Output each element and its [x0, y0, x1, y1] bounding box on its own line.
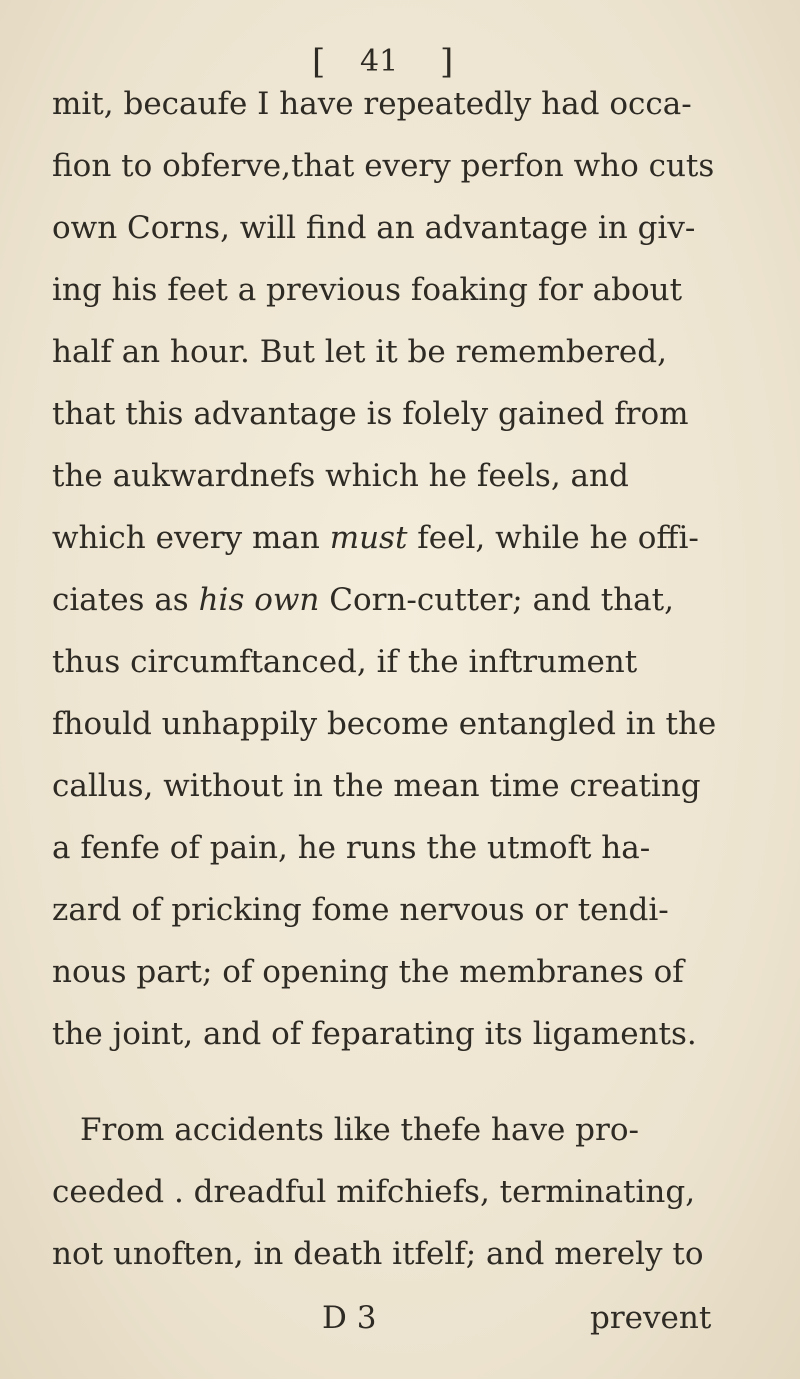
italic-must: must — [329, 520, 408, 556]
text-segment: Corn-cutter; and that, — [319, 582, 674, 618]
text-line: zard of pricking fome nervous or tendi- — [52, 892, 669, 928]
text-line: mit, becaufe I have repeatedly had occa- — [52, 86, 692, 122]
text-segment: ciates as — [52, 582, 199, 618]
text-line: that this advantage is folely gained from — [52, 396, 689, 432]
text-line: the aukwardnefs which he feels, and — [52, 458, 629, 494]
text-line: nous part; of opening the membranes of — [52, 954, 684, 990]
text-line: not unoften, in death itfelf; and merely to — [52, 1236, 704, 1272]
text-line: fion to obferve,that every perfon who cuts — [52, 148, 715, 184]
text-line: callus, without in the mean time creating — [52, 768, 701, 804]
catchword: prevent — [590, 1300, 712, 1336]
text-segment: which every man — [52, 520, 330, 556]
text-line: own Corns, will find an advantage in giv- — [52, 210, 696, 246]
close-bracket: ] — [440, 42, 454, 82]
text-line: ing his feet a previous foaking for about — [52, 272, 683, 308]
italic-his-own: his own — [198, 582, 320, 618]
text-line — [52, 580, 750, 620]
text-segment: feel, while he offi- — [407, 520, 699, 556]
page-number: 41 — [360, 44, 399, 79]
signature-mark: D 3 — [322, 1300, 377, 1336]
text-line — [52, 518, 750, 558]
page-header — [0, 34, 800, 84]
text-line: the joint, and of feparating its ligaments. — [52, 1016, 697, 1052]
page-footer — [0, 1298, 800, 1348]
text-line: thus circumftanced, if the inftrument — [52, 644, 638, 680]
text-line: fhould unhappily become entangled in the — [52, 706, 717, 742]
open-bracket: [ — [312, 42, 326, 82]
text-line: half an hour. But let it be remembered, — [52, 334, 667, 370]
text-line: ceeded . dreadful mifchiefs, terminating, — [52, 1174, 696, 1210]
paragraph-start-line: From accidents like thefe have pro- — [80, 1112, 639, 1148]
text-line: a fenfe of pain, he runs the utmoft ha- — [52, 830, 651, 866]
